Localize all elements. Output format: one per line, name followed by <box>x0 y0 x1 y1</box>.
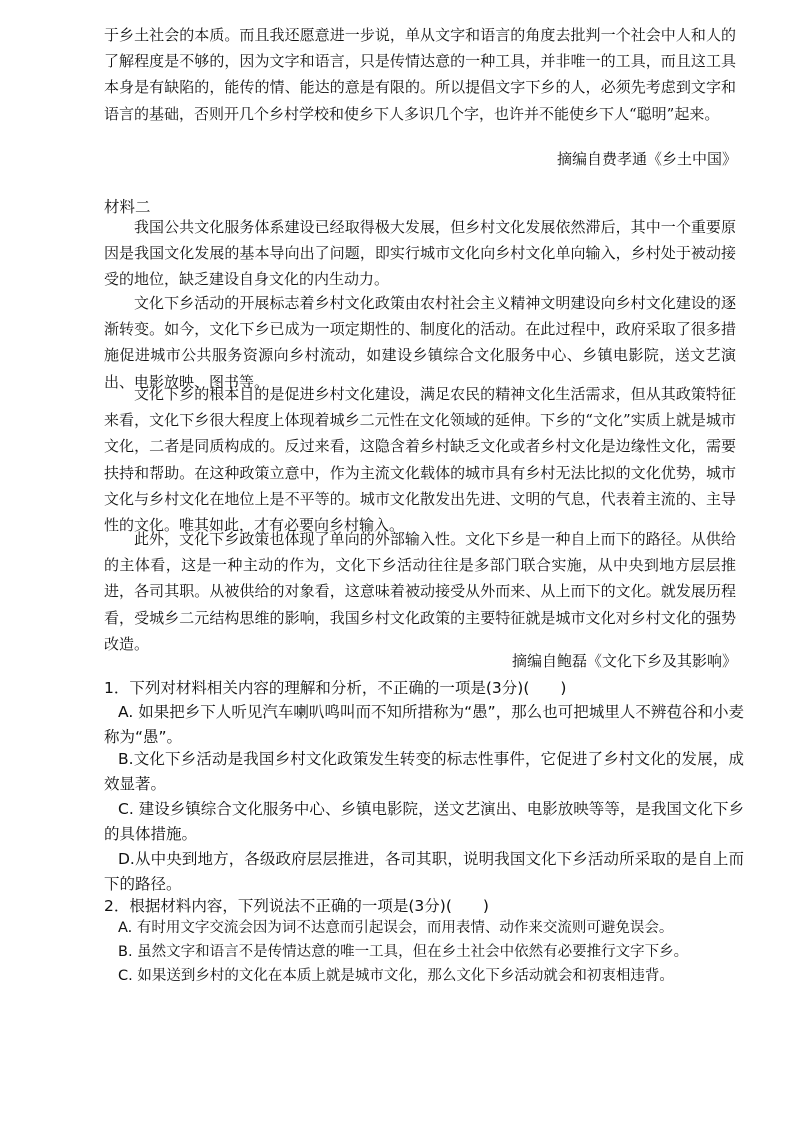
material2-paragraph-3: 文化下乡的根本目的是促进乡村文化建设，满足农民的精神文化生活需求，但从其政策特征来看，文化下乡很大程度上体现着城乡二元性在文化领域的延伸。下乡的“文化”实质上就是城市文化，二者是同质构成的。反过来看，这隐含着乡村缺乏文化或者乡村文化是边缘性文化，需要扶持和帮助。在这种政策立意中，作为主流文化载体的城市具有乡村无法比拟的文化优势，城市文化与乡村文化在地位上是不平等的。城市文化散发出先进、文明的气息，代表着主流的、主导性的文化。唯其如此，才有必要向乡村输入。 <box>104 385 736 535</box>
material2-paragraph-2: 文化下乡活动的开展标志着乡村文化政策由农村社会主义精神文明建设向乡村文化建设的逐渐转变。如今，文化下乡已成为一项定期性的、制度化的活动。在此过程中，政府采取了很多措施促进城市公共服务资源向乡村流动，如建设乡镇综合文化服务中心、乡镇电影院，送文艺演出、电影放映、图书等。 <box>104 294 736 391</box>
question-2-option-b: B. 虽然文字和语言不是传情达意的唯一工具，但在乡土社会中依然有必要推行文字下乡。 <box>118 944 689 960</box>
question-1-stem: 1．下列对材料相关内容的理解和分析，不正确的一项是(3分)( ) <box>104 679 567 697</box>
material2-paragraph-1: 我国公共文化服务体系建设已经取得极大发展，但乡村文化发展依然滞后，其中一个重要原因是我国文化发展的基本导向出了问题，即实行城市文化向乡村文化单向输入，乡村处于被动接受的地位，缺乏建设自身文化的内生动力。 <box>104 218 736 289</box>
question-1-option-d-text: D.从中央到地方，各级政府层层推进，各司其职，说明我国文化下乡活动所采取的是自上而下的路径。 <box>104 850 744 893</box>
material1-paragraph: 于乡土社会的本质。而且我还愿意进一步说，单从文字和语言的角度去批判一个社会中人和人的了解程度是不够的，因为文字和语言，只是传情达意的一种工具，并非唯一的工具，而且这工具本身是有缺陷的，能传的情、能达的意是有限的。所以提倡文字下乡的人，必须先考虑到文字和语言的基础，否则开几个乡村学校和使乡下人多识几个字，也许并不能使乡下人“聪明”起来。 <box>104 26 736 123</box>
material2-source: 摘编自鲍磊《文化下乡及其影响》 <box>511 652 737 670</box>
question-1-option-a <box>104 700 744 750</box>
question-1-option-b-text: B.文化下乡活动是我国乡村文化政策发生转变的标志性事件，它促进了乡村文化的发展，成效显著。 <box>104 750 744 793</box>
question-1-option-c <box>104 797 744 847</box>
question-1-option-a-text: A. 如果把乡下人听见汽车喇叭鸣叫而不知所措称为“愚”，那么也可把城里人不辨苞谷和小麦称为“愚”。 <box>104 703 744 746</box>
question-2-stem: 2．根据材料内容，下列说法不正确的一项是(3分)( ) <box>104 897 489 915</box>
question-2-option-a: A. 有时用文字交流会因为词不达意而引起误会，而用表情、动作来交流则可避免误会。 <box>118 920 674 936</box>
material2-paragraph-4: 此外，文化下乡政策也体现了单向的外部输入性。文化下乡是一种自上而下的路径。从供给的主体看，这是一种主动的作为，文化下乡活动往往是多部门联合实施，从中央到地方层层推进，各司其职。从被供给的对象看，这意味着被动接受从外而来、从上而下的文化。就发展历程看，受城乡二元结构思维的影响，我国乡村文化政策的主要特征就是城市文化对乡村文化的强势改造。 <box>104 530 736 653</box>
material2-heading: 材料二 <box>104 198 151 216</box>
question-1-option-c-text: C. 建设乡镇综合文化服务中心、乡镇电影院，送文艺演出、电影放映等等，是我国文化下乡的具体措施。 <box>104 800 744 843</box>
question-1-option-b <box>104 747 744 797</box>
question-2-option-c: C. 如果送到乡村的文化在本质上就是城市文化，那么文化下乡活动就会和初衷相违背。 <box>118 968 674 984</box>
material1-source: 摘编自费孝通《乡土中国》 <box>556 150 737 168</box>
question-1-option-d <box>104 847 744 897</box>
